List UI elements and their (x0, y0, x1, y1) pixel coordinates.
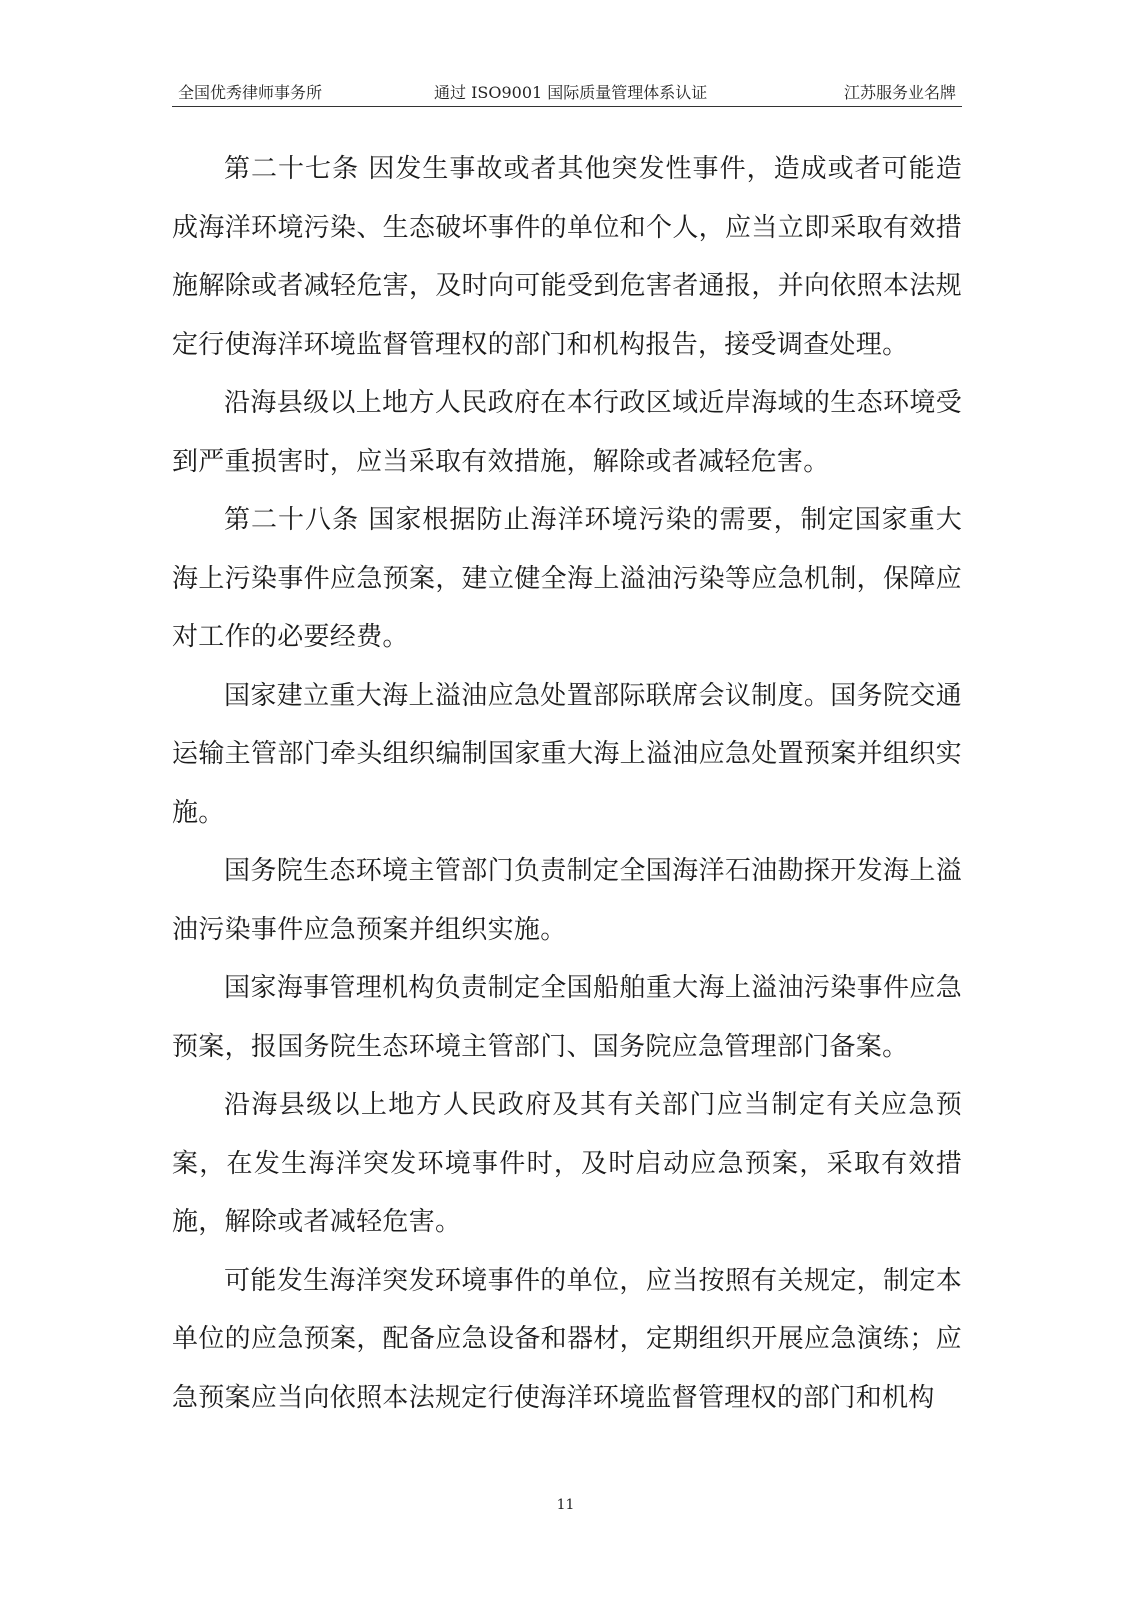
paragraph-maritime-plan: 国家海事管理机构负责制定全国船舶重大海上溢油污染事件应急预案，报国务院生态环境主管部门、国务院应急管理部门备案。 (172, 973, 962, 1062)
page-header (172, 78, 962, 107)
paragraph-local-emergency-plan: 沿海县级以上地方人民政府及其有关部门应当制定有关应急预案，在发生海洋突发环境事件时，及时启动应急预案，采取有效措施，解除或者减轻危害。 (172, 1090, 962, 1237)
paragraph-local-government-damage: 沿海县级以上地方人民政府在本行政区域近岸海域的生态环境受到严重损害时，应当采取有效措施，解除或者减轻危害。 (172, 388, 962, 477)
header-certification: 通过 ISO9001 国际质量管理体系认证 (434, 83, 708, 102)
paragraph-unit-emergency-plan: 可能发生海洋突发环境事件的单位，应当按照有关规定，制定本单位的应急预案，配备应急设备和器材，定期组织开展应急演练；应急预案应当向依照本法规定行使海洋环境监督管理权的部门和机构 (172, 1265, 962, 1413)
header-brand: 江苏服务业名牌 (843, 83, 956, 102)
document-body (172, 140, 962, 1427)
paragraph-oil-exploration-plan: 国务院生态环境主管部门负责制定全国海洋石油勘探开发海上溢油污染事件应急预案并组织实施。 (172, 856, 962, 945)
header-firm-title: 全国优秀律师事务所 (178, 83, 323, 102)
page-number: 11 (556, 1497, 575, 1513)
paragraph-article-28: 第二十八条 国家根据防止海洋环境污染的需要，制定国家重大海上污染事件应急预案，建立健全海上溢油污染等应急机制，保障应对工作的必要经费。 (172, 505, 962, 652)
paragraph-joint-meeting-system: 国家建立重大海上溢油应急处置部际联席会议制度。国务院交通运输主管部门牵头组织编制国家重大海上溢油应急处置预案并组织实施。 (172, 680, 962, 828)
paragraph-article-27: 第二十七条 因发生事故或者其他突发性事件，造成或者可能造成海洋环境污染、生态破坏事件的单位和个人，应当立即采取有效措施解除或者减轻危害，及时向可能受到危害者通报，并向依照本法规定行使海洋环境监督管理权的部门和机构报告，接受调查处理。 (172, 154, 962, 360)
